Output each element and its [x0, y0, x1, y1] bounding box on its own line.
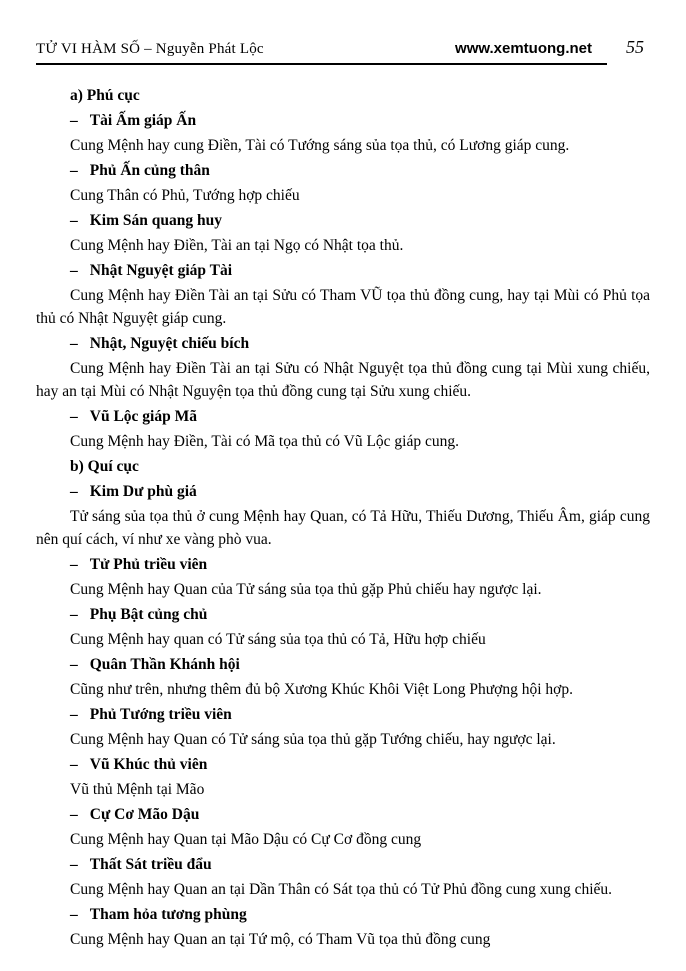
- cach-heading: [70, 603, 650, 626]
- paragraph: Cung Mệnh hay Điền Tài an tại Sửu có Tham VŨ tọa thủ đồng cung, hay tại Mùi có Phủ tọa thủ có Nhật Nguyệt giáp cung.: [36, 287, 650, 327]
- paragraph: Cung Mệnh hay quan có Tử sáng sủa tọa thủ có Tả, Hữu hợp chiếu: [70, 631, 486, 648]
- header-divider: [36, 63, 607, 65]
- cach-heading: [70, 259, 650, 282]
- heading-dash: –: [70, 556, 78, 573]
- cach-heading-text: Tham hỏa tương phùng: [89, 906, 247, 923]
- heading-dash: –: [70, 656, 78, 673]
- cach-heading: [70, 903, 650, 926]
- section-heading: b) Quí cục: [70, 458, 139, 475]
- cach-heading-text: Phủ Ấn củng thân: [89, 162, 210, 179]
- heading-dash: –: [70, 335, 78, 352]
- paragraph: Cung Mệnh hay Quan có Tử sáng sủa tọa thủ gặp Tướng chiếu, hay ngược lại.: [70, 731, 556, 748]
- paragraph: Cung Mệnh hay Điền, Tài có Mã tọa thủ có Vũ Lộc giáp cung.: [70, 433, 459, 450]
- heading-dash: –: [70, 606, 78, 623]
- paragraph: Cung Mệnh hay Quan tại Mão Dậu có Cự Cơ đồng cung: [70, 831, 422, 848]
- heading-dash: –: [70, 112, 78, 129]
- cach-heading: [70, 553, 650, 576]
- paragraph: Cung Thân có Phủ, Tướng hợp chiếu: [70, 187, 300, 204]
- cach-heading: [70, 653, 650, 676]
- heading-dash: –: [70, 756, 78, 773]
- cach-heading-text: Thất Sát triều đẩu: [89, 856, 212, 873]
- paragraph: Cung Mệnh hay Quan của Tử sáng sủa tọa thủ gặp Phủ chiếu hay ngược lại.: [70, 581, 542, 598]
- heading-dash: –: [70, 806, 78, 823]
- page-header: [36, 38, 650, 58]
- cach-heading: [70, 753, 650, 776]
- heading-dash: –: [70, 483, 78, 500]
- cach-heading-text: Nhật, Nguyệt chiếu bích: [89, 335, 250, 352]
- paragraph: Cũng như trên, nhưng thêm đủ bộ Xương Khúc Khôi Việt Long Phượng hội hợp.: [70, 681, 574, 698]
- cach-heading: [70, 405, 650, 428]
- heading-dash: –: [70, 706, 78, 723]
- cach-heading: [70, 109, 650, 132]
- website-text: www.xemtuong.net: [455, 40, 592, 57]
- cach-heading-text: Kim Dư phù giá: [89, 483, 197, 500]
- paragraph: Cung Mệnh hay Điền Tài an tại Sửu có Nhật Nguyệt tọa thủ đồng cung tại Mùi xung chiếu, hay an tại Mùi có Nhật Nguyện tọa thủ đồng cung tại Sửu xung chiếu.: [36, 360, 650, 400]
- page-number: 55: [626, 37, 644, 57]
- cach-heading-text: Cự Cơ Mão Dậu: [89, 806, 200, 823]
- cach-heading: [70, 159, 650, 182]
- paragraph: Vũ thủ Mệnh tại Mão: [70, 781, 205, 798]
- heading-dash: –: [70, 906, 78, 923]
- cach-heading: [70, 853, 650, 876]
- paragraph: Cung Mệnh hay cung Điền, Tài có Tướng sáng sủa tọa thủ, có Lương giáp cung.: [70, 137, 570, 154]
- cach-heading: [70, 480, 650, 503]
- cach-heading-text: Nhật Nguyệt giáp Tài: [89, 262, 232, 279]
- section-heading: a) Phú cục: [70, 87, 140, 104]
- paragraph: Cung Mệnh hay Điền, Tài an tại Ngọ có Nhật tọa thủ.: [70, 237, 404, 254]
- paragraph: Cung Mệnh hay Quan an tại Dần Thân có Sát tọa thủ có Tử Phủ đồng cung xung chiếu.: [70, 881, 613, 898]
- book-title: TỬ VI HÀM SỐ – Nguyễn Phát Lộc: [36, 41, 264, 57]
- cach-heading-text: Quân Thần Khánh hội: [89, 656, 240, 673]
- cach-heading-text: Phụ Bật củng chủ: [89, 606, 208, 623]
- heading-dash: –: [70, 162, 78, 179]
- cach-heading-text: Phủ Tướng triều viên: [89, 706, 232, 723]
- cach-heading: [70, 209, 650, 232]
- cach-heading: [70, 803, 650, 826]
- cach-heading: [70, 703, 650, 726]
- cach-heading-text: Kim Sán quang huy: [89, 212, 222, 229]
- page-content: [36, 84, 650, 951]
- cach-heading-text: Tài Ấm giáp Ấn: [89, 112, 197, 129]
- cach-heading-text: Vũ Khúc thủ viên: [89, 756, 208, 773]
- heading-dash: –: [70, 262, 78, 279]
- heading-dash: –: [70, 408, 78, 425]
- cach-heading: [70, 332, 650, 355]
- paragraph: Cung Mệnh hay Quan an tại Tứ mộ, có Tham Vũ tọa thủ đồng cung: [70, 931, 491, 948]
- paragraph: Tử sáng sủa tọa thủ ở cung Mệnh hay Quan, có Tả Hữu, Thiếu Dương, Thiếu Âm, giáp cung nên quí cách, ví như xe vàng phò vua.: [36, 508, 650, 548]
- heading-dash: –: [70, 856, 78, 873]
- cach-heading-text: Tử Phủ triều viên: [89, 556, 208, 573]
- cach-heading-text: Vũ Lộc giáp Mã: [89, 408, 197, 425]
- heading-dash: –: [70, 212, 78, 229]
